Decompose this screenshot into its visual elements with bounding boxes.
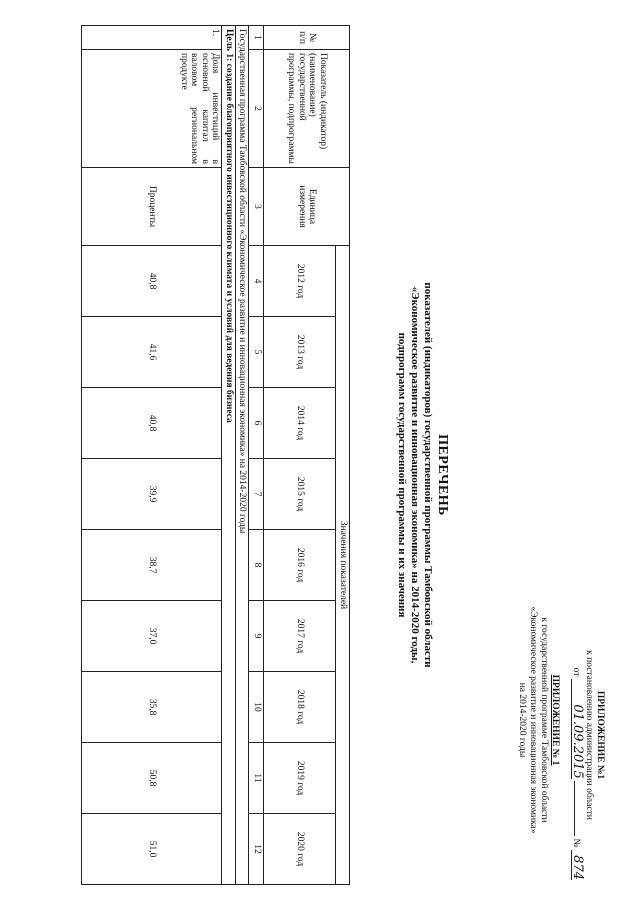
row-value: 51,0 [82,814,222,885]
col-number: 11 [249,743,264,814]
col-number: 7 [249,459,264,530]
row-indicator: Доля инвестиций в основной капитал в валовом региональном продукте [82,50,222,168]
header-year: 2013 год [264,317,336,388]
row-unit: Проценты [82,168,222,246]
header-indicator: Показатель (индикатор) (наименование) государственной программы, подпрограммы [264,50,350,168]
program-row: Государственная программа Тамбовской области «Экономическое развитие и инновационная экономика» на 2014-2020 годы [236,26,250,885]
handwritten-number: 874 [571,850,583,880]
appendix-1-title: ПРИЛОЖЕНИЕ №1 [595,690,605,780]
col-number: 2 [249,50,264,168]
header-year: 2019 год [264,743,336,814]
col-number: 10 [249,672,264,743]
document-heading [395,175,450,775]
heading-line2: «Экономическое развитие и инновационная экономика» на 2014-2020 годы, [409,286,421,664]
appendix-2-block [516,560,560,880]
col-number: 5 [249,317,264,388]
row-value: 40,8 [82,246,222,317]
col-number: 3 [249,168,264,246]
row-value: 50,8 [82,743,222,814]
appendix-1-date-line [570,585,583,885]
heading-title: ПЕРЕЧЕНЬ [435,434,450,516]
appendix-2-line1: к государственной программе Тамбовской области [539,617,549,823]
header-year: 2020 год [264,814,336,885]
header-unit: Единица измерения [264,168,350,246]
blank-line [574,781,575,836]
header-year: 2012 год [264,246,336,317]
row-value: 38,7 [82,530,222,601]
col-number: 12 [249,814,264,885]
header-values: Значения показателей [336,246,350,885]
col-number: 4 [249,246,264,317]
row-num: 1. [82,26,222,50]
heading-line1: показателей (индикаторов) государственной программы Тамбовской области [422,282,434,668]
table-row [82,26,222,885]
row-value: 41,6 [82,317,222,388]
indicators-table [60,25,350,885]
row-value: 40,8 [82,388,222,459]
header-year: 2015 год [264,459,336,530]
header-year: 2018 год [264,672,336,743]
col-number: 6 [249,388,264,459]
col-number: 9 [249,601,264,672]
appendix-2-title: ПРИЛОЖЕНИЕ № 1 [550,674,560,766]
handwritten-date: 01.09.2015 [571,679,583,779]
appendix-1-block [570,585,605,885]
header-year: 2017 год [264,601,336,672]
header-year: 2014 год [264,388,336,459]
row-value: 37,0 [82,601,222,672]
col-number: 8 [249,530,264,601]
header-year: 2016 год [264,530,336,601]
row-value: 39,9 [82,459,222,530]
appendix-1-line: к постановлению администрации области [584,650,594,820]
col-number: 1 [249,26,264,50]
from-prefix: от [571,667,581,677]
goal-row: Цель 1: создание благоприятного инвестиционного климата и условий для ведения бизнеса [222,26,236,885]
number-prefix: № [571,838,581,848]
heading-line3: подпрограмм государственной программы и их значения [396,332,408,618]
row-value: 35,8 [82,672,222,743]
appendix-2-line2: «Экономическое развитие и инновационная экономика» [528,606,538,834]
appendix-2-line3: на 2014-2020 годы [517,682,527,758]
header-num: № п/п [264,26,350,50]
